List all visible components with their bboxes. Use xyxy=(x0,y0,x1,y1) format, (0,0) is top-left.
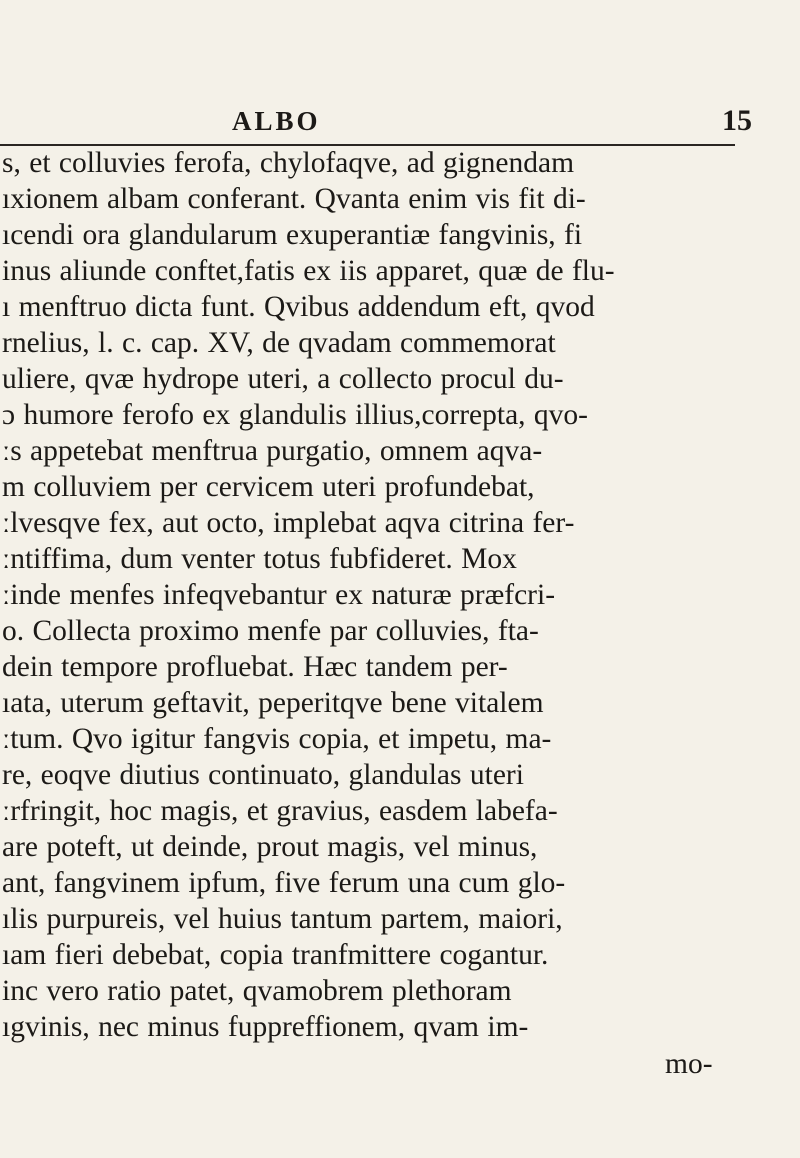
text-line: ːntiffima, dum venter totus fubfideret. Mox xyxy=(2,543,517,575)
text-line: are poteft, ut deinde, prout magis, vel minus, xyxy=(2,831,538,863)
text-line: ːrfringit, hoc magis, et gravius, easdem labefa- xyxy=(2,795,558,827)
text-line: ıxionem albam conferant. Qvanta enim vis fit di- xyxy=(2,183,586,215)
text-line: rnelius, l. c. cap. XV, de qvadam commemorat xyxy=(2,327,556,359)
text-line: ːinde menfes infeqvebantur ex naturæ præfcri- xyxy=(2,579,556,611)
text-line: dein tempore profluebat. Hæc tandem per- xyxy=(2,651,508,683)
page-number: 15 xyxy=(722,104,752,137)
text-line: ːs appetebat menftrua purgatio, omnem aqva- xyxy=(2,435,543,467)
text-line: ıam fieri debebat, copia tranfmittere cogantur. xyxy=(2,939,549,971)
text-line: ıgvinis, nec minus fuppreffionem, qvam im- xyxy=(2,1011,529,1043)
text-line: ılis purpureis, vel huius tantum partem, maiori, xyxy=(2,903,563,935)
running-head: ALBO xyxy=(232,106,321,136)
text-line: o. Collecta proximo menfe par colluvies, fta- xyxy=(2,615,539,647)
text-line: ːlvesqve fex, aut octo, implebat aqva citrina fer- xyxy=(2,507,575,539)
text-line: ant, fangvinem ipfum, five ferum una cum glo- xyxy=(2,867,566,899)
page-header xyxy=(0,104,800,140)
text-line: ıcendi ora glandularum exuperantiæ fangvinis, fi xyxy=(2,219,583,251)
text-line: ıata, uterum geftavit, peperitqve bene vitalem xyxy=(2,687,544,719)
text-line: inc vero ratio patet, qvamobrem plethoram xyxy=(2,975,512,1007)
text-line: ɔ humore ferofo ex glandulis illius,correpta, qvo- xyxy=(2,399,588,431)
text-line: m colluviem per cervicem uteri profundebat, xyxy=(2,471,535,503)
text-line: uliere, qvæ hydrope uteri, a collecto procul du- xyxy=(2,363,564,395)
text-line: s, et colluvies ferofa, chylofaqve, ad gignendam xyxy=(2,147,575,179)
catchword: mo- xyxy=(665,1048,713,1080)
text-line: re, eoqve diutius continuato, glandulas uteri xyxy=(2,759,524,791)
text-line: inus aliunde conftet,fatis ex iis apparet, quæ de flu- xyxy=(2,255,615,287)
text-line: ı menftruo dicta funt. Qvibus addendum eft, qvod xyxy=(2,291,595,323)
text-line: ːtum. Qvo igitur fangvis copia, et impetu, ma- xyxy=(2,723,552,755)
